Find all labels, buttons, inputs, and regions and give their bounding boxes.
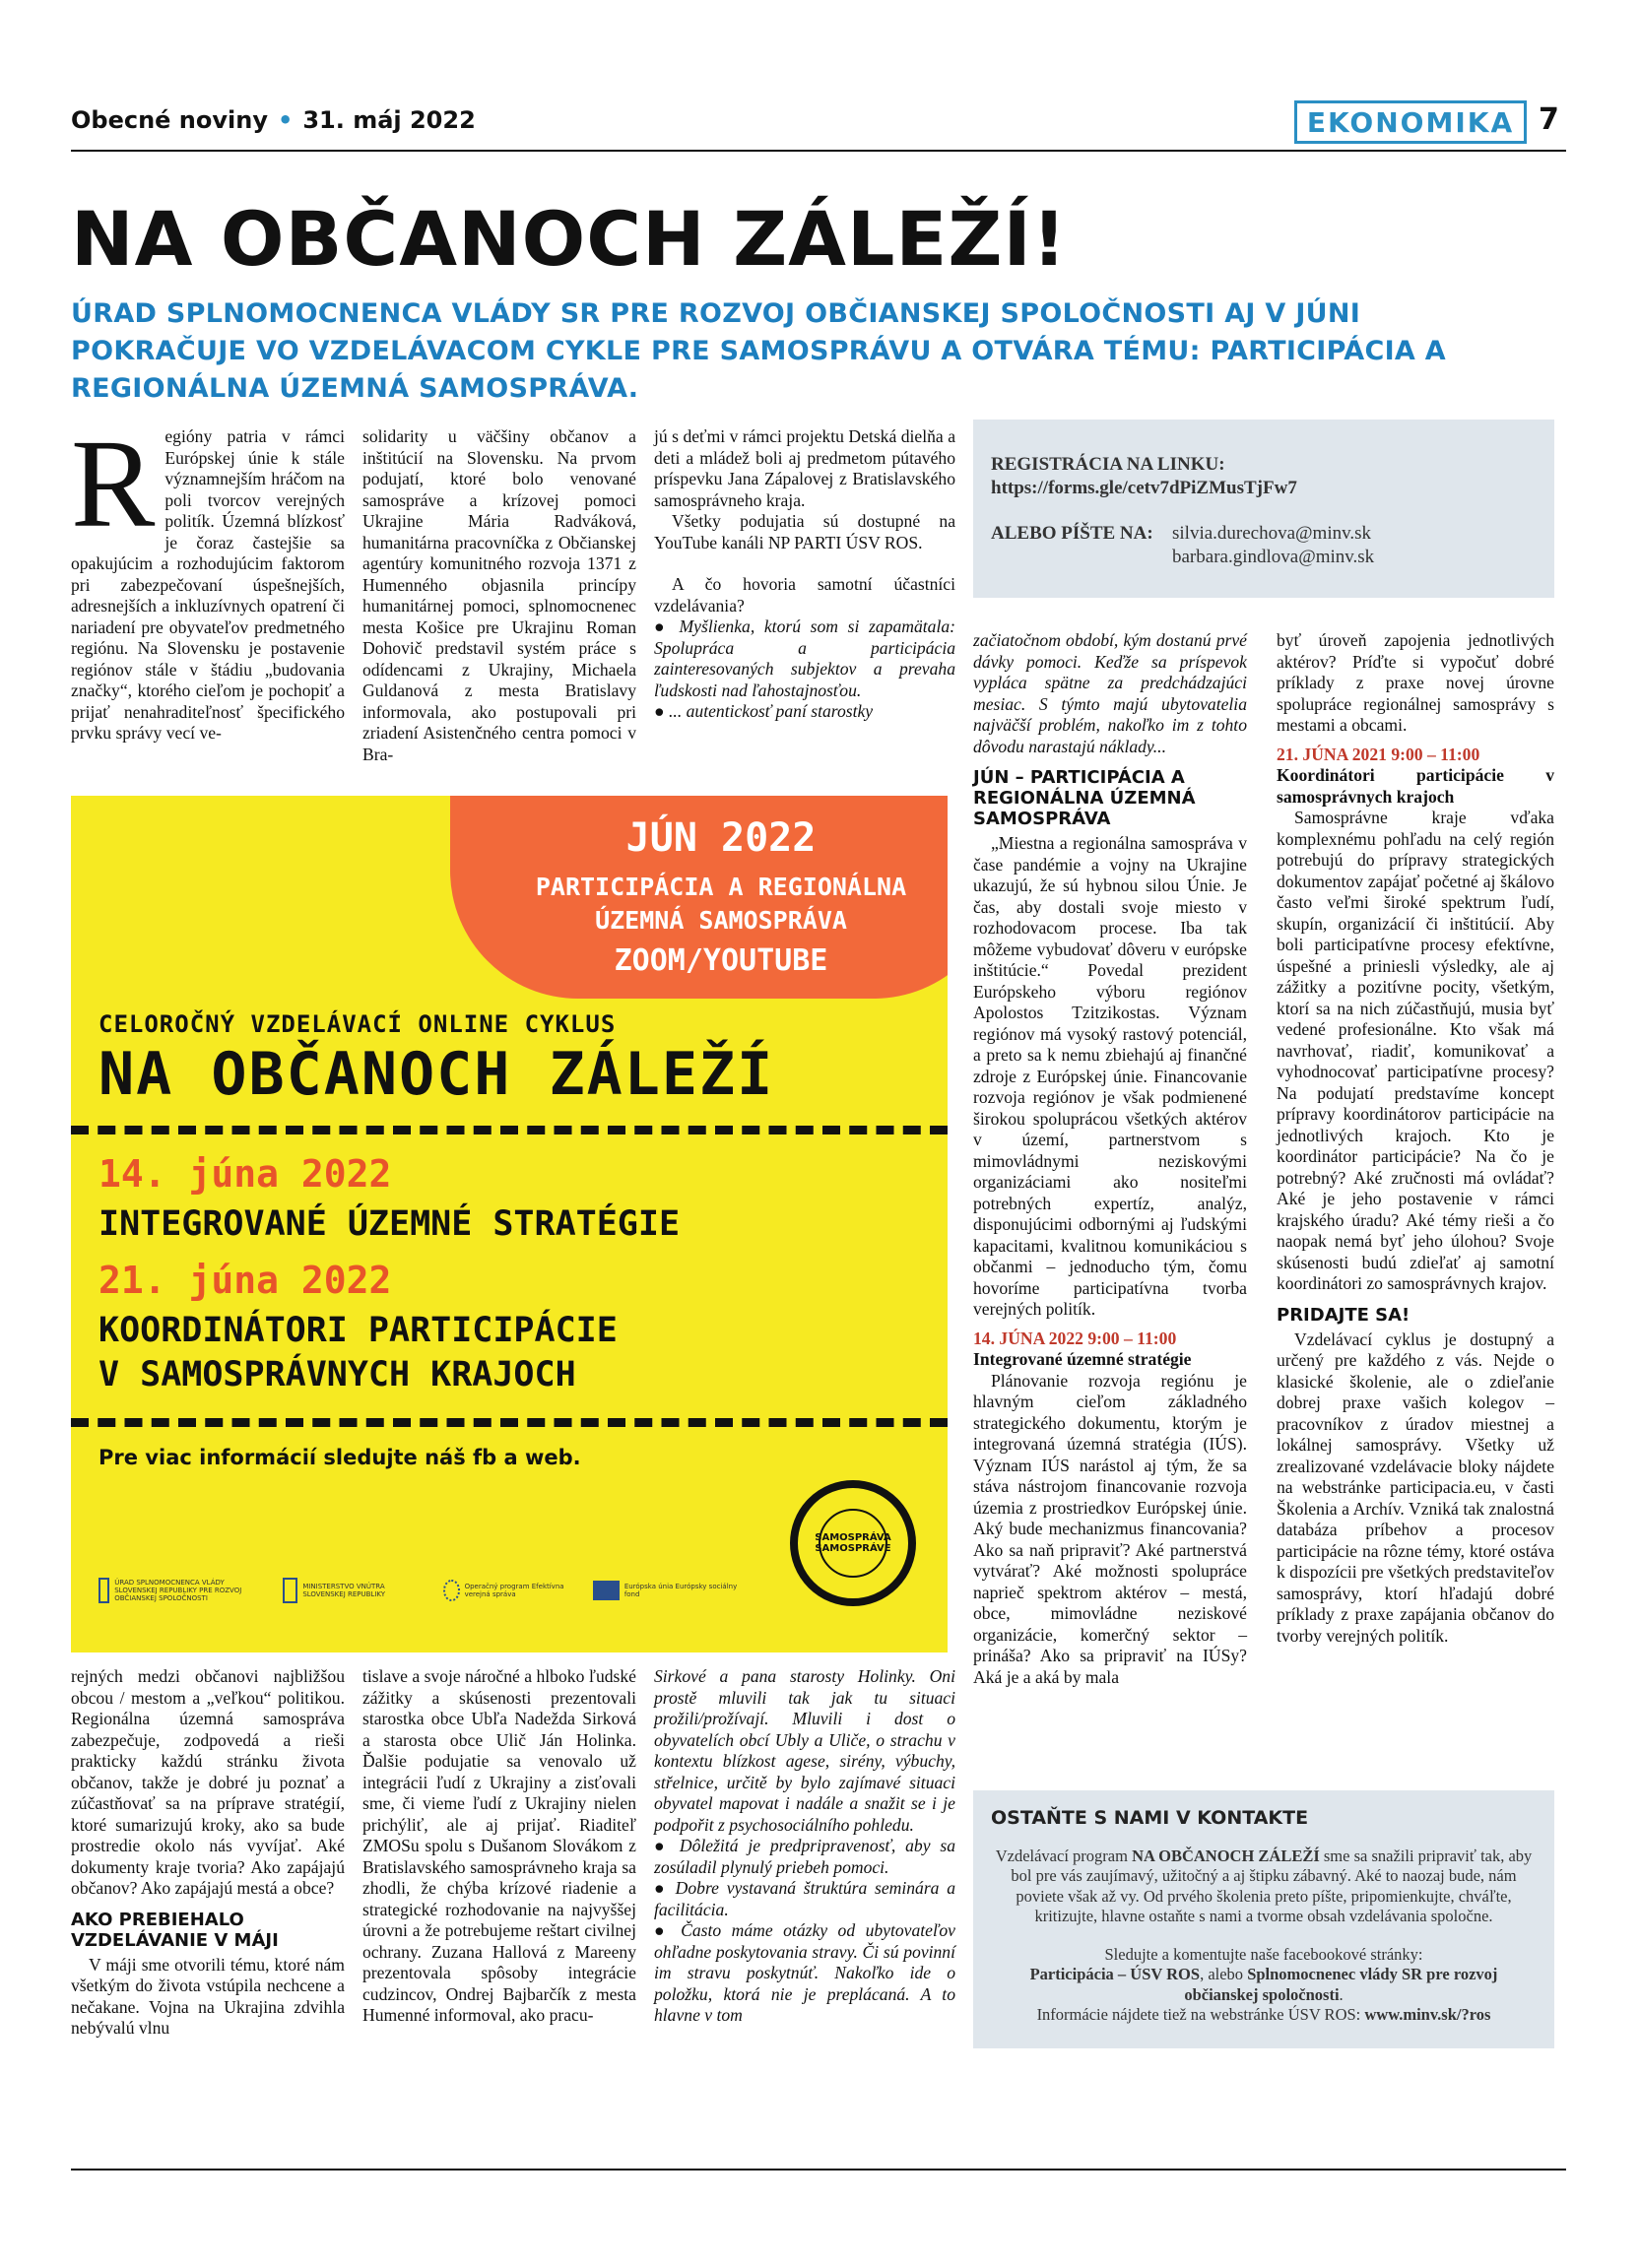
poster-topic-2b: V SAMOSPRÁVNYCH KRAJOCH	[98, 1355, 576, 1394]
event-poster	[71, 796, 948, 1652]
paragraph: Vzdelávací cyklus je dostupný a určený pre každého z vás. Nejde o klasické školenie, ale o zdieľanie dobrej praxe vašich kolegov – pracovníkov z úradov miestnej a lokálnej samosprávy. Všetky už zrealizované vzdelávacie bloky nájdete na webstránke participacia.eu, v časti Školenia a Archív. Vzniká tak znalostná databáza príbehov a procesov participácie na rôzne témy, ktoré ostáva k dispozícii pre všetkých predstaviteľov samosprávy, ktorí hľadajú dobré príklady z praxe zapájania občanov do tvorby verejných politík.	[1277, 1328, 1554, 1646]
page-number: 7	[1539, 102, 1559, 137]
poster-dashed-line	[71, 1126, 948, 1134]
quote-bullet: ● Často máme otázky od ubytovateľov ohľadne poskytovania stravy. Či sú povinní im stravu poskytnúť. Nakoľko ide o položku, ktorá nie je preplácaná. A to hlavne v tom	[654, 1920, 955, 2027]
paragraph: „Miestna a regionálna samospráva v čase pandémie a vojny na Ukrajine ukazujú, že sú hybnou silou Únie. Je čas, aby dostali svoje miesto v rozhodovacom procese. Iba tak môžeme vybudovať dôveru v európske inštitúcie.“ Povedal prezident Európskeho výboru regiónov Apolostos Tzitzikostas. Význam regiónov má vysoký rastový potenciál, a preto sa k nemu zbiehajú aj finančné zdroje z Európskej únie. Financovanie rozvoja regiónov je však podmienené širokou spoluprácou všetkých aktérov v území, partnerstvom s mimovládnymi neziskovými organizáciami ako nositeľmi potrebných expertíz, analýz, disponujúcimi odbornými aj ľudskými kapacitami, kvalitnou komunikáciou s občanmi – jednoducho tým, čomu hovoríme participatívna tvorba verejných politík.	[973, 833, 1247, 1319]
email-link[interactable]: silvia.durechova@minv.sk	[1172, 523, 1372, 544]
contact-paragraph: Sledujte a komentujte naše facebookové stránky: Participácia – ÚSV ROS, alebo Splnomocnenec vlády SR pre rozvoj občianskej spoločnosti. Informácie nájdete tiež na webstránke ÚSV ROS: www.minv.sk/?ros	[1029, 1944, 1498, 2024]
logo-op-evs: Operačný program Efektívna verejná správa	[443, 1574, 571, 1607]
poster-date-1: 14. júna 2022	[98, 1152, 392, 1196]
paragraph: Plánovanie rozvoja regiónu je hlavným cieľom základného strategického dokumentu, ktorým je integrovaná územná stratégia (IÚS). Význam IÚS narástol aj tým, že sa stáva nástrojom financovanie rozvoja územia z prostriedkov Európskej únie. Aký bude mechanizmus financovania? Ako sa naň pripraviť? Aké partnerstvá vytvárať? Aké možnosti spolupráce naprieč spektrom aktérov – mestá, obce, mimovládne neziskové organizácie, komerčný sektor – prináša? Ako sa pripraviť na IÚSy? Aká je a aká by mala	[973, 1370, 1247, 1687]
contact-box	[973, 1790, 1554, 2048]
website-link[interactable]: www.minv.sk/?ros	[1364, 2005, 1491, 2024]
paragraph: jú s deťmi v rámci projektu Detská dielňa a deti a mládež boli aj predmetom pútavého príspevku Jana Zápalovej z Bratislavského samosprávneho kraja.	[654, 426, 955, 510]
footer-divider	[71, 2169, 1566, 2171]
quote-bullet: ● Dobre vystavaná štruktúra seminára a facilitácia.	[654, 1878, 955, 1920]
event-title: Koordinátori participácie v samosprávnych krajoch	[1277, 765, 1554, 807]
stars-icon	[443, 1580, 460, 1601]
paragraph: byť úroveň zapojenia jednotlivých aktérov? Príďte si vypočuť dobré príklady z praxe novej úrovne spolupráce regionálnej samosprávy s mestami a obcami.	[1277, 630, 1554, 735]
registration-label: REGISTRÁCIA NA LINKU:	[991, 454, 1225, 475]
paragraph: Sirkové a pana starosty Holinky. Oni prostě mluvili tak jak tu situaci prožili/prožívají. Mluvili i dost o obyvatelích obcí Ubly a Uliče, o strachu v kontextu blízkost agese, sirény, výbuchy, střelnice, určitě by bylo zajímavé situaci obyvatel mapovat i nadále a snažit se i je podpořit z psychosociálního pohledu.	[654, 1666, 955, 1835]
poster-cycle: CELOROČNÝ VZDELÁVACÍ ONLINE CYKLUS	[98, 1010, 617, 1038]
column-4	[973, 630, 1247, 1688]
contact-title: OSTAŇTE S NAMI V KONTAKTE	[991, 1807, 1309, 1829]
registration-box	[973, 420, 1554, 598]
paragraph: A čo hovoria samotní účastníci vzdelávania?	[654, 574, 955, 616]
poster-channel: ZOOM/YOUTUBE	[614, 943, 828, 978]
poster-date-2: 21. júna 2022	[98, 1259, 392, 1302]
drop-cap: R	[71, 414, 156, 553]
column-bottom-2	[362, 1666, 636, 2027]
coat-of-arms-icon	[283, 1578, 297, 1603]
column-1	[71, 414, 345, 745]
section-heading: PRIDAJTE SA!	[1277, 1304, 1410, 1326]
logo-usv-ros: ÚRAD SPLNOMOCNENCA VLÁDY SLOVENSKEJ REPUBLIKY PRE ROZVOJ OBČIANSKEJ SPOLOČNOSTI	[98, 1574, 266, 1607]
contact-paragraph: Vzdelávací program NA OBČANOCH ZÁLEŽÍ sme sa snažili pripraviť tak, aby bol pre vás zaujímavý, užitočný a aj štipku zábavný. Aké to naozaj bude, nám poviete však až vy. Od prvého školenia preto píšte, pripomienkujte, chváľte, kritizujte, hlavne ostaňte s nami a tvorme obsah vzdelávania spoločne.	[995, 1846, 1533, 1925]
masthead: Obecné noviny • 31. máj 2022	[71, 106, 476, 134]
lead-paragraph: ÚRAD SPLNOMOCNENCA VLÁDY SR PRE ROZVOJ OBČIANSKEJ SPOLOČNOSTI AJ V JÚNI POKRAČUJE VO VZDELÁVACOM CYKLE PRE SAMOSPRÁVU A OTVÁRA TÉMU: PARTICIPÁCIA A REGIONÁLNA ÚZEMNÁ SAMOSPRÁVA.	[71, 298, 1447, 404]
section-label: EKONOMIKA	[1294, 100, 1527, 144]
event-date: 14. JÚNA 2022 9:00 – 11:00	[973, 1328, 1177, 1348]
logo-minv: MINISTERSTVO VNÚTRA SLOVENSKEJ REPUBLIKY	[283, 1574, 421, 1607]
paragraph: tislave a svoje náročné a hlboko ľudské zážitky a skúsenosti prezentovali starostka obce Ubľa Nadežda Sirková a starosta obce Ulič Ján Holinka. Ďalšie podujatie sa venovalo už integrácii ľudí z Ukrajiny a zisťovali sme, či vieme ľudí z Ukrajiny nielen prichýliť, ale aj prijať. Riaditeľ ZMOSu spolu s Dušanom Slovákom z Bratislavského samosprávneho kraja sa zhodli, že chýba krízové riadenie a strategické rozhodovanie na najvyššej úrovni a že potrebujeme reštart civilnej ochrany. Zuzana Hallová z Mareeny prezentovala spôsoby integrácie cudzincov, Ondrej Bajbarčík z mesta Humenné informoval, ako pracu-	[362, 1666, 636, 2025]
email-link[interactable]: barbara.gindlova@minv.sk	[1172, 547, 1375, 567]
section-heading: AKO PREBIEHALO VZDELÁVANIE V MÁJI	[71, 1909, 279, 1951]
quote-bullet: ● ... autentickosť paní starostky	[654, 701, 955, 723]
event-date: 21. JÚNA 2021 9:00 – 11:00	[1277, 744, 1480, 764]
quote-bullet: ● Dôležitá je predpripravenosť, aby sa zosúladil plynulý priebeh pomoci.	[654, 1836, 955, 1878]
column-bottom-1	[71, 1666, 345, 2040]
logo-eu: Európska únia Európsky sociálny fond	[593, 1574, 741, 1607]
paragraph: začiatočnom období, kým dostanú prvé dávky pomoci. Keďže sa príspevok vypláca spätne za predchádzajúci mesiac. S týmto majú ubytovatelia najväčší problém, nakoľko im z tohto dôvodu narastajú náklady...	[973, 630, 1247, 756]
poster-title: NA OBČANOCH ZÁLEŽÍ	[98, 1040, 775, 1109]
poster-dashed-line	[71, 1418, 948, 1427]
poster-theme-line-2: ÚZEMNÁ SAMOSPRÁVA	[595, 906, 847, 935]
eu-flag-icon	[593, 1581, 620, 1600]
paragraph: egióny patria v rámci Európskej únie k stále významnejším hráčom na poli tvorcov verejných politík. Územná blízkosť je čoraz častejšie sa opakujúcim a rozhodujúcim faktorom pri zabezpečovaní úspešnejších, adresnejších a inkluzívnych opatrení či nariadení pre obyvateľov predmetného regiónu. Na Slovensku je postavenie regiónov stále v štádiu „budovania značky“, ktorého cieľom je pochopiť a prijať nenahraditeľnosť špecifického prvku správy vecí ve-	[71, 426, 345, 743]
coat-of-arms-icon	[98, 1578, 109, 1603]
column-3	[654, 426, 955, 723]
headline: NA OBČANOCH ZÁLEŽÍ!	[71, 195, 1068, 283]
paragraph: solidarity u väčšiny občanov a inštitúcií na Slovensku. Na prvom podujatí, ktoré bolo venované samospráve a krízovej pomoci Ukrajine Mária Radváková, humanitárna pracovníčka z Občianskej agentúry komunitného rozvoja 1371 z Humenného objasnila princípy humanitárnej pomoci, splnomocnenec mesta Košice pre Ukrajinu Roman Dohovič predstavil systém práce s odídencami z Ukrajiny, Michaela Guldanová z mesta Bratislavy informovala, ako postupovali pri zriadení Asistenčného centra pomoci v Bra-	[362, 426, 636, 764]
paper-name: Obecné noviny	[71, 106, 268, 134]
column-bottom-3	[654, 1666, 955, 2027]
column-2	[362, 426, 636, 765]
issue-date: 31. máj 2022	[302, 106, 476, 134]
registration-link[interactable]: https://forms.gle/cetv7dPiZMusTjFw7	[991, 478, 1297, 498]
poster-theme-line-1: PARTICIPÁCIA A REGIONÁLNA	[535, 873, 907, 901]
paragraph: Všetky podujatia sú dostupné na YouTube kanáli NP PARTI ÚSV ROS.	[654, 511, 955, 552]
quote-bullet: ● Myšlienka, ktorú som si zapamätala: Spolupráca a participácia zainteresovaných subjektov a prevaha ľudskosti nad ľahostajnosťou.	[654, 616, 955, 701]
paragraph: Samosprávne kraje vďaka komplexnému pohľadu na celý región potrebujú do prípravy strategických dokumentov zapájať početné aj škálovo často veľmi široké spektrum ľudí, skupín, organizácií či inštitúcií. Aby boli participatívne procesy efektívne, úspešné a priniesli výsledky, ale aj zážitky a pozitívne pocity, všetkým, ktorí sa na nich zúčastňujú, musia byť vedené profesionálne. Kto však má navrhovať, riadiť, komunikovať a vyhodnocovať participatívne procesy? Na podujatí predstavíme koncept prípravy koordinátorov participácie na jednotlivých krajoch. Kto je koordinátor participácie? Na čo je potrebný? Aké zručnosti má ovládať? Aké je jeho postavenie v rámci krajského úradu? Aké témy rieši a čo naopak nemá byť jeho úlohou? Svoje skúsenosti budú zdieľať aj samotní koordinátori zo samosprávnych krajov.	[1277, 808, 1554, 1293]
samosprava-badge: SAMOSPRÁVA SAMOSPRÁVE	[790, 1480, 916, 1606]
section-heading: JÚN – PARTICIPÁCIA A REGIONÁLNA ÚZEMNÁ SAMOSPRÁVA	[973, 767, 1196, 829]
column-5	[1277, 630, 1554, 1647]
poster-more-info: Pre viac informácií sledujte náš fb a web.	[98, 1446, 581, 1469]
event-title: Integrované územné stratégie	[973, 1349, 1192, 1369]
facebook-link[interactable]: Participácia – ÚSV ROS	[1029, 1965, 1201, 1983]
poster-topic-2a: KOORDINÁTORI PARTICIPÁCIE	[98, 1311, 618, 1350]
paragraph: rejných medzi občanovi najbližšou obcou / mestom a „veľkou“ politikou. Regionálna územná samospráva zabezpečuje, zodpovedá a rieši prakticky každú stránku života občanov, takže je dobré ju poznať a zúčastňovať sa na príprave stratégií, ktoré sumarizujú kroky, ako sa bude prostredie okolo nás vyvíjať. Aké dokumenty kraje tvoria? Ako zapájajú občanov? Ako zapájajú mestá a obce?	[71, 1666, 345, 1898]
poster-month: JÚN 2022	[625, 815, 817, 861]
paragraph: V máji sme otvorili tému, ktoré nám všetkým do života vstúpila nechcene a nečakane. Vojna na Ukrajina zdvihla nebývalú vlnu	[71, 1954, 345, 2038]
email-label: ALEBO PÍŠTE NA:	[991, 523, 1153, 544]
facebook-link[interactable]: Splnomocnenec vlády SR pre rozvoj občianskej spoločnosti	[1184, 1965, 1498, 2004]
poster-topic-1: INTEGROVANÉ ÚZEMNÉ STRATÉGIE	[98, 1204, 681, 1244]
header-divider	[71, 150, 1566, 152]
